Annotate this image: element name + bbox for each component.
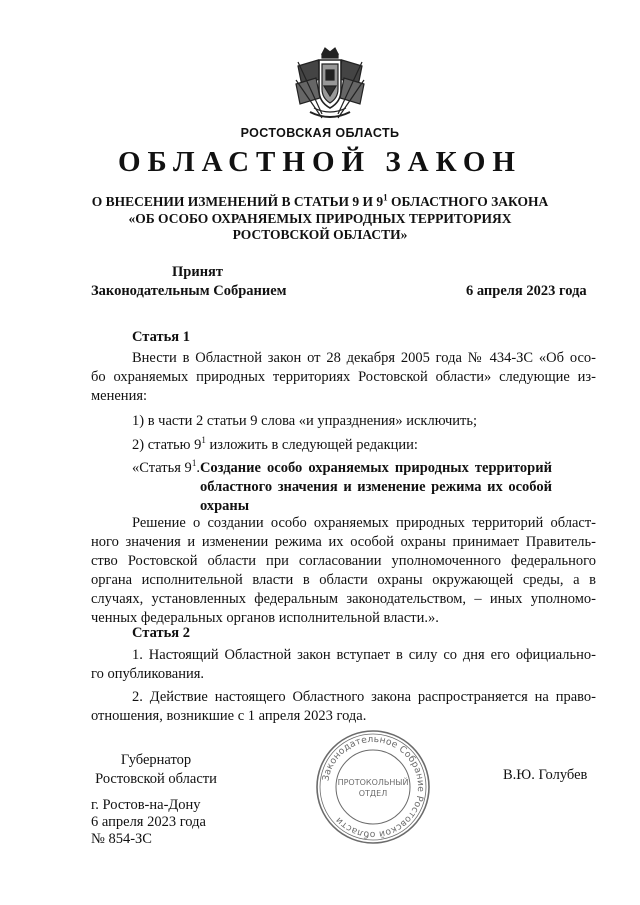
document-footer [91, 796, 206, 849]
new-article-heading [132, 459, 597, 516]
stamp-center-line2: ОТДЕЛ [358, 789, 388, 798]
article1-heading: Статья 1 [132, 329, 190, 345]
article2-para2 [91, 688, 596, 726]
law-title [0, 194, 640, 244]
text-line: ченных федеральных органов исполнительной власти.». [91, 610, 439, 626]
adoption-date: 6 апреля 2023 года [466, 283, 587, 299]
text-line: Внести в Областной закон от 28 декабря 2005 года № 434-ЗС «Об осо- [132, 350, 596, 366]
text-line: го опубликования. [91, 666, 205, 682]
signing-date: 6 апреля 2023 года [91, 814, 206, 830]
text-line: 1. Настоящий Областной закон вступает в силу со дня его официально- [132, 647, 596, 663]
text-line: Ростовской области [95, 771, 217, 787]
text-line: Решение о создании особо охраняемых природных территорий област- [132, 515, 596, 531]
stamp-center-line1: ПРОТОКОЛЬНЫЙ [337, 778, 409, 787]
text-line: Создание особо охраняемых природных территорий [199, 460, 552, 476]
new-article-body [91, 514, 596, 628]
article1-item1: 1) в части 2 статьи 9 слова «и упразднения» исключить; [132, 413, 478, 429]
text-line: 2. Действие настоящего Областного закона распространяется на право- [132, 689, 596, 705]
region-name: РОСТОВСКАЯ ОБЛАСТЬ [240, 126, 400, 140]
signing-place: г. Ростов-на-Дону [91, 797, 201, 813]
article2-para1 [91, 646, 596, 684]
text-line: бо охраняемых природных территориях Ростовской области» следующие из- [91, 369, 596, 385]
article2-heading: Статья 2 [132, 625, 190, 641]
text-line: органа исполнительной власти в области охраны окружающей среды, а в [91, 572, 596, 588]
text-line: случаях, установленных федеральным законодательством, – иных уполномо- [91, 591, 596, 607]
text-line: Губернатор [120, 752, 192, 768]
adopted-by: Законодательным Собранием [91, 283, 287, 299]
coat-of-arms-emblem [292, 44, 368, 124]
law-title-line1: О ВНЕСЕНИИ ИЗМЕНЕНИЙ В СТАТЬИ 9 И $9^1$ ОБЛАСТНОГО ЗАКОНА [91, 192, 549, 209]
signatory-position [91, 751, 221, 789]
text-line: менения: [91, 388, 148, 404]
law-number: № 854-ЗС [91, 831, 152, 847]
law-title-line3: РОСТОВСКОЙ ОБЛАСТИ» [232, 227, 408, 242]
text-line: ство Ростовской области при согласовании уполномоченного федерального [91, 553, 596, 569]
text-line: областного значения и изменение режима их особой [199, 479, 552, 495]
text-line: ного значения и изменении режима их особой охраны принимает Правитель- [91, 534, 596, 550]
new-article-number: «Статья $9^1$. [132, 458, 200, 476]
document-type: ОБЛАСТНОЙ ЗАКОН [118, 146, 522, 178]
adopted-label: Принят [172, 264, 224, 280]
text-line: охраны [199, 498, 250, 514]
signatory-name: В.Ю. Голубев [503, 767, 588, 783]
official-stamp [314, 728, 432, 846]
article1-intro [91, 349, 596, 406]
text-line: отношения, возникшие с 1 апреля 2023 года. [91, 708, 367, 724]
stamp-ring-text: Законодательное Собрание Ростовской области [320, 733, 427, 841]
article1-item2: 2) статью $9^1$ изложить в следующей редакции: [132, 435, 418, 453]
law-title-line2: «ОБ ОСОБО ОХРАНЯЕМЫХ ПРИРОДНЫХ ТЕРРИТОРИЯХ [128, 210, 512, 226]
new-article-title [200, 459, 552, 516]
